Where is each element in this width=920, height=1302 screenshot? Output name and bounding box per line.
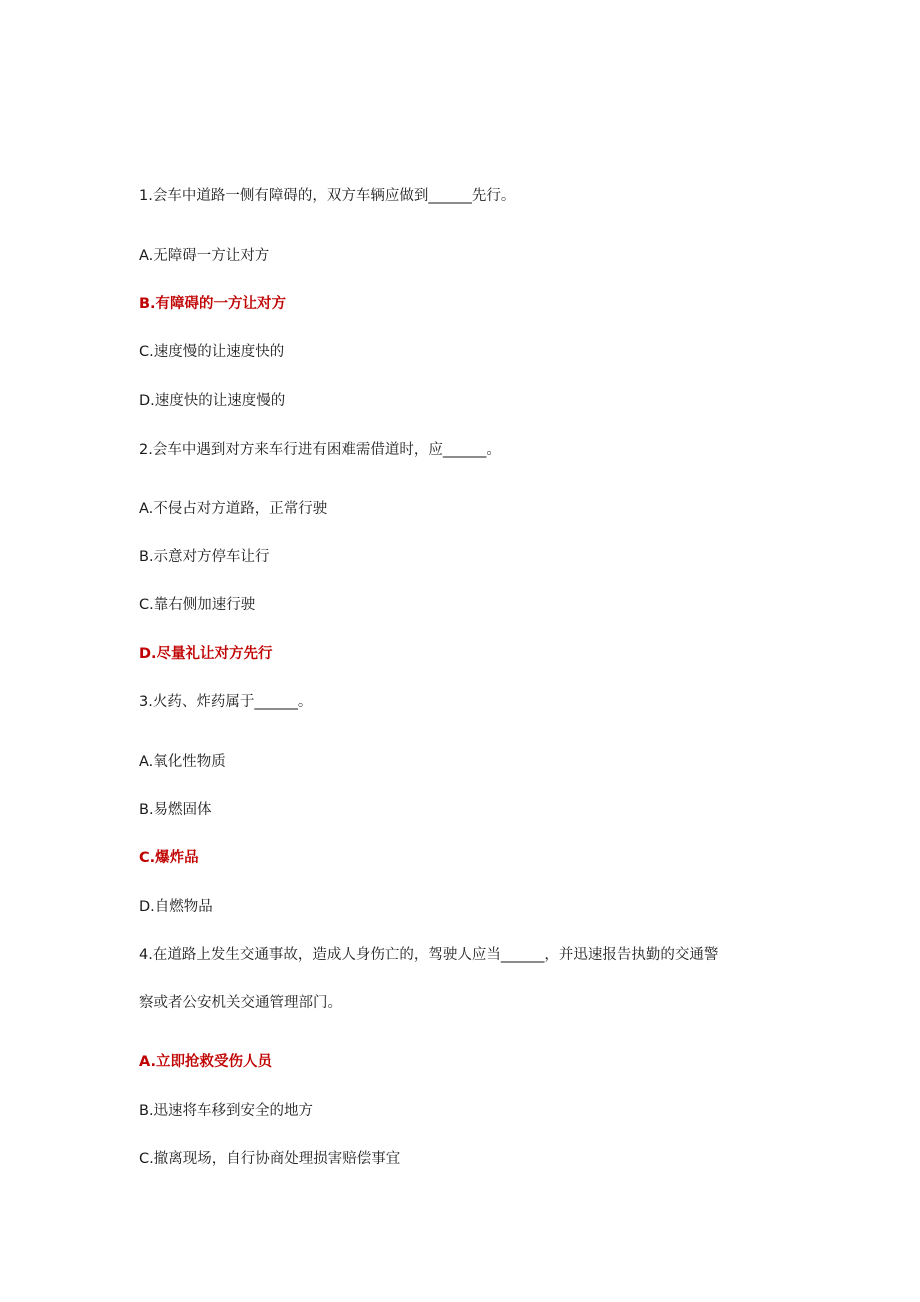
question-3-stem: 3.火药、炸药属于______。 (139, 694, 313, 710)
question-1-option-a: A.无障碍一方让对方 (139, 248, 270, 264)
question-2-option-a: A.不侵占对方道路，正常行驶 (139, 501, 328, 517)
question-4-option-b: B.迅速将车移到安全的地方 (139, 1103, 314, 1119)
question-4-stem-line-2: 察或者公安机关交通管理部门。 (139, 995, 342, 1011)
question-4-option-c: C.撤离现场，自行协商处理损害赔偿事宜 (139, 1151, 401, 1167)
question-3-option-d: D.自燃物品 (139, 899, 213, 915)
question-1-option-b-correct: B.有障碍的一方让对方 (139, 296, 287, 312)
question-2-option-c: C.靠右侧加速行驶 (139, 597, 256, 613)
question-1-option-c: C.速度慢的让速度快的 (139, 344, 285, 360)
question-1-stem: 1.会车中道路一侧有障碍的，双方车辆应做到______先行。 (139, 188, 516, 204)
question-3-option-a: A.氧化性物质 (139, 754, 226, 770)
question-2-option-d-correct: D.尽量礼让对方先行 (139, 646, 273, 662)
question-2-option-b: B.示意对方停车让行 (139, 549, 270, 565)
question-4-stem-line-1: 4.在道路上发生交通事故，造成人身伤亡的，驾驶人应当______，并迅速报告执勤的交通警 (139, 947, 719, 963)
question-4-option-a-correct: A.立即抢救受伤人员 (139, 1054, 272, 1070)
question-3-option-c-correct: C.爆炸品 (139, 850, 199, 866)
question-1-option-d: D.速度快的让速度慢的 (139, 393, 286, 409)
question-2-stem: 2.会车中遇到对方来车行进有困难需借道时，应______。 (139, 442, 501, 458)
question-3-option-b: B.易燃固体 (139, 802, 212, 818)
